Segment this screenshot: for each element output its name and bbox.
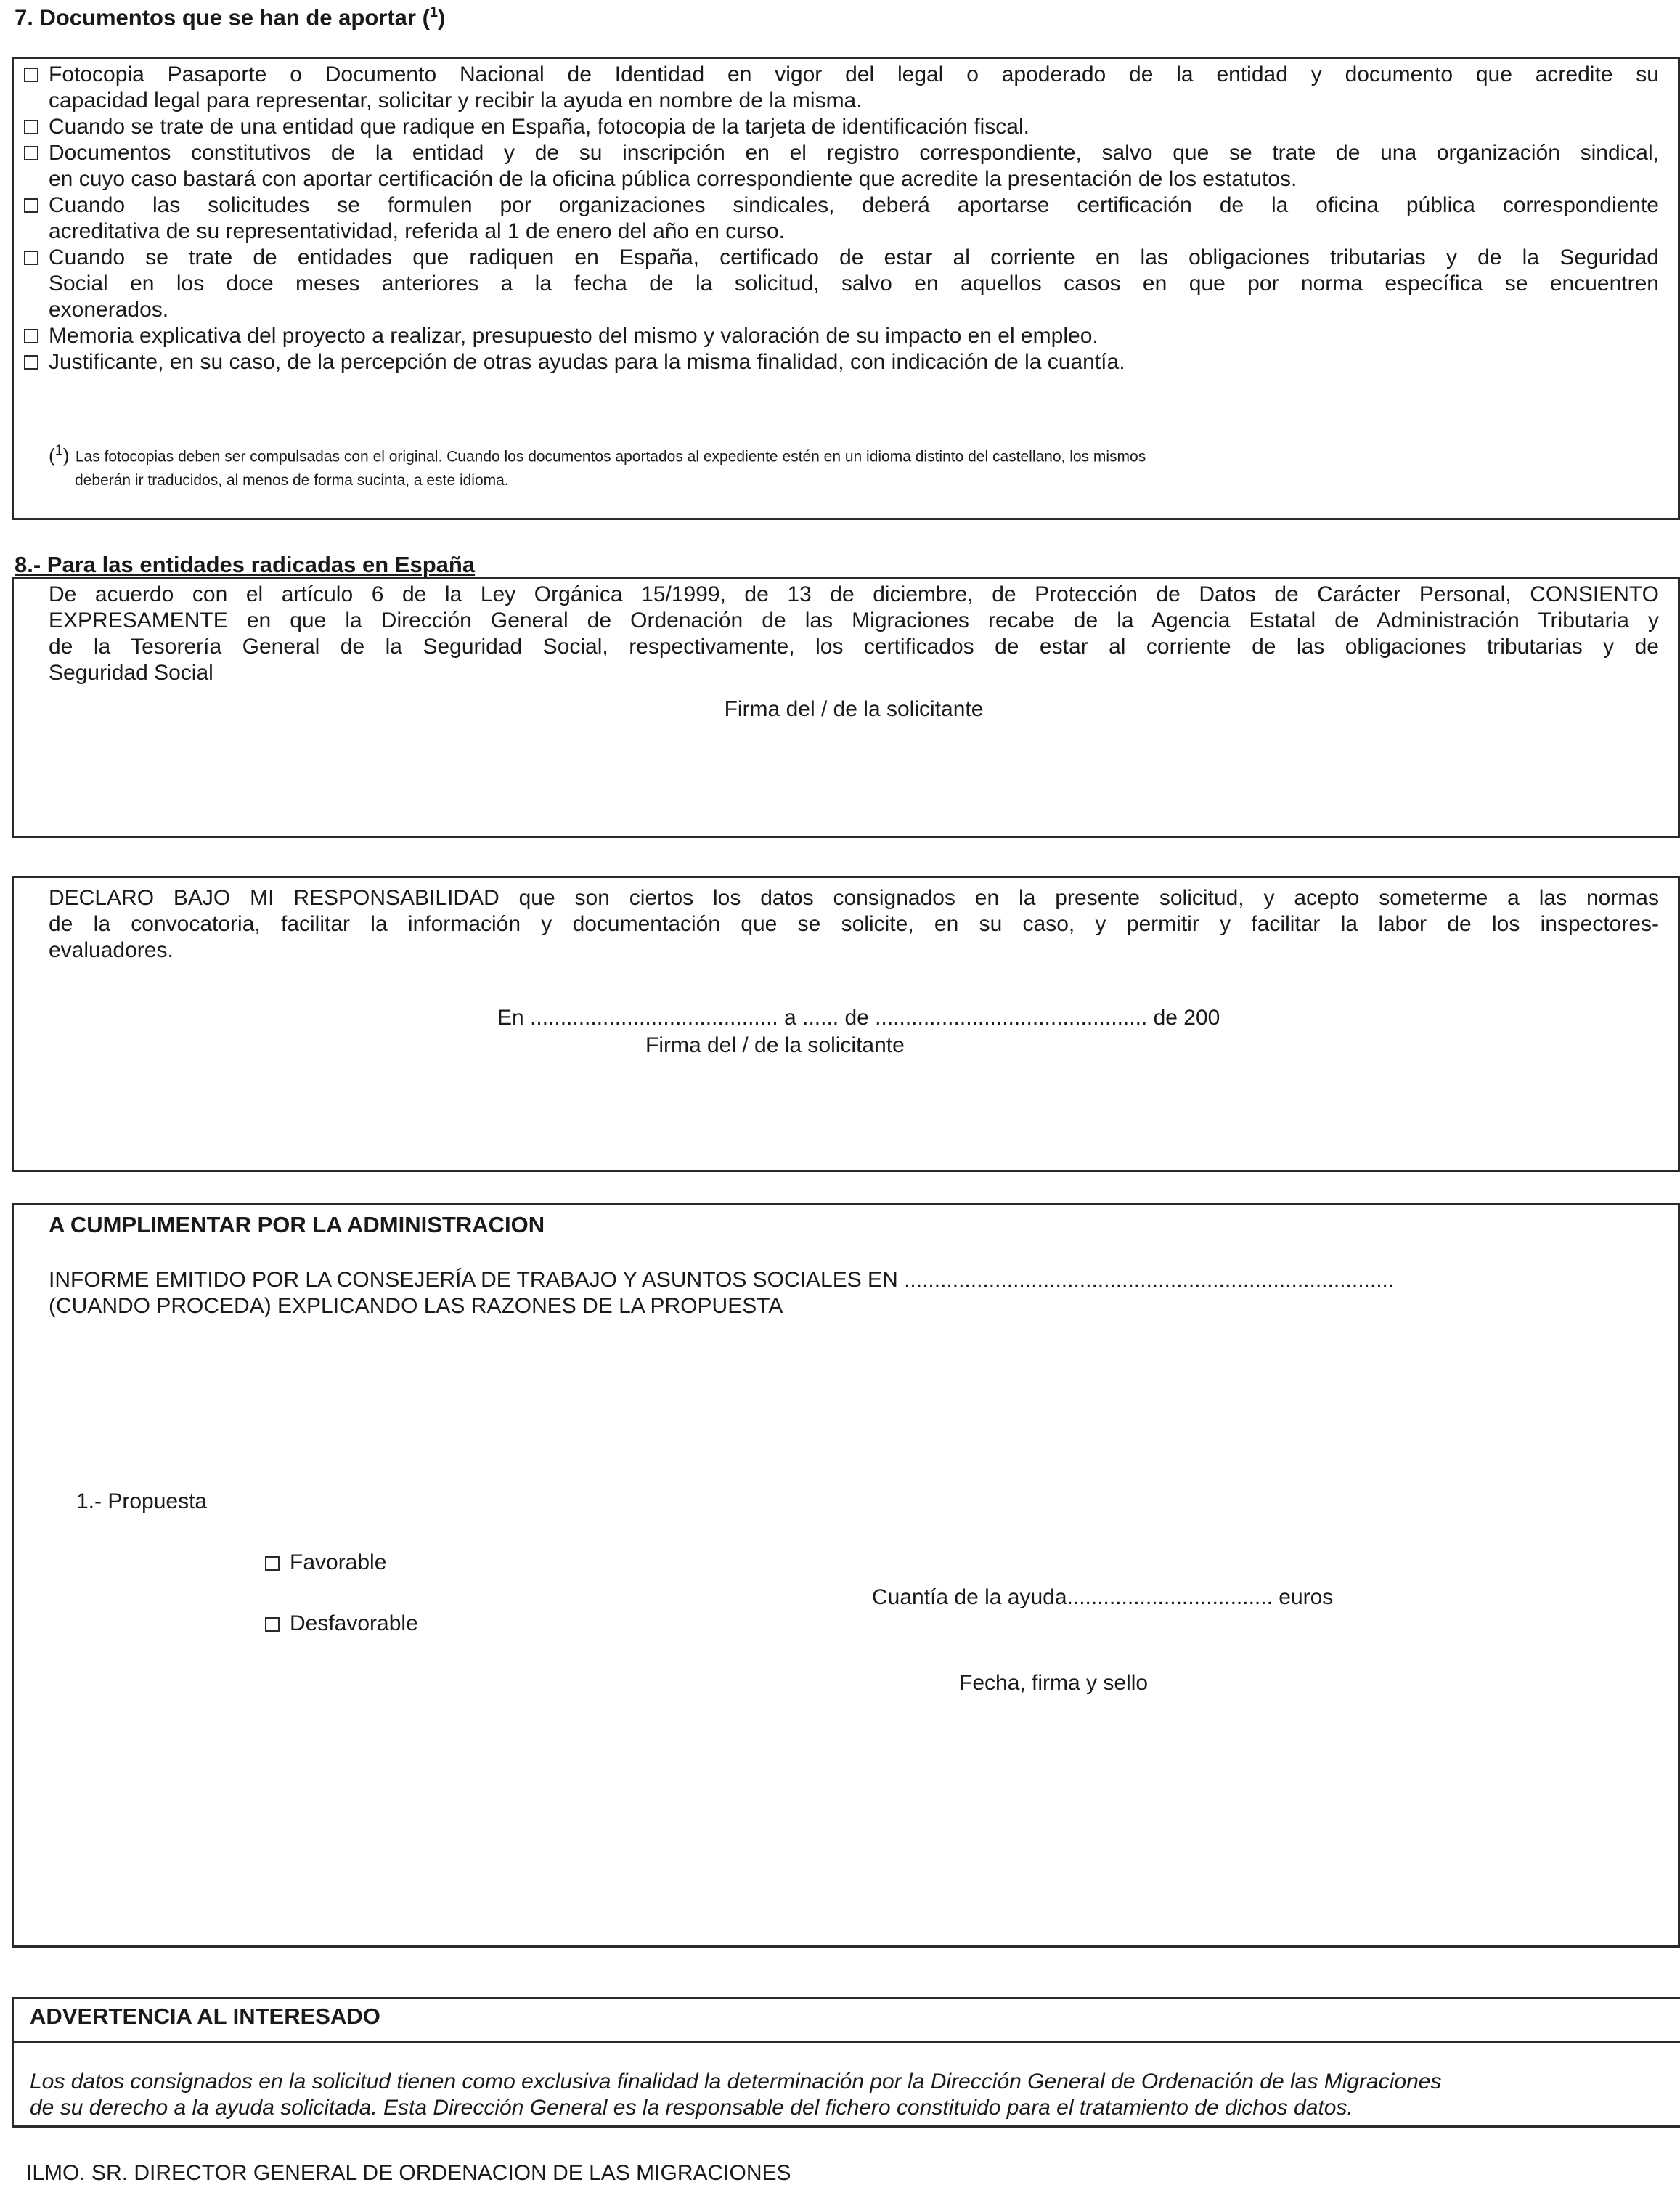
checkbox-icon[interactable] [265,1617,280,1632]
document-item[interactable] [49,62,1659,114]
warning-box [12,1997,1680,2128]
document-item-text: Social en los doce meses anteriores a la fecha de la solicitud, salvo en aquellos casos en que por norma específica se encuentren [49,272,1659,296]
section-8-box [12,577,1680,838]
declaration-line: de la convocatoria, facilitar la información y documentación que se solicite, en su caso, y permitir y facilitar la labor de los inspectores- [49,912,1659,936]
consent-line: EXPRESAMENTE en que la Dirección General de Ordenación de las Migraciones recabe de la Agencia Estatal de Administración Tributaria y [49,609,1659,632]
proposal-label: 1.- Propuesta [76,1489,208,1513]
declaration-line: evaluadores. [49,938,174,962]
unfavorable-option[interactable]: Desfavorable [265,1611,418,1636]
document-item-text: exonerados. [49,298,169,322]
admin-box [12,1203,1680,1948]
document-item-text: Cuando las solicitudes se formulen por organizaciones sindicales, deberá aportarse certificación de la oficina pública correspondiente [49,193,1659,217]
document-item-text: Fotocopia Pasaporte o Documento Nacional de Identidad en vigor del legal o apoderado de la entidad y documento que acredite su [49,62,1659,86]
document-item[interactable] [49,140,1659,192]
document-item[interactable] [49,323,1659,349]
checkbox-icon[interactable] [24,198,38,213]
document-item-text: Justificante, en su caso, de la percepción de otras ayudas para la misma finalidad, con indicación de la cuantía. [49,350,1125,374]
document-item[interactable] [49,245,1659,323]
checkbox-icon[interactable] [265,1556,280,1571]
signature-label: Firma del / de la solicitante [724,697,984,721]
document-item-text: en cuyo caso bastará con aportar certificación de la oficina pública correspondiente que acredite la presentación de los estatutos. [49,167,1297,191]
document-item-text: Documentos constitutivos de la entidad y de su inscripción en el registro correspondiente, salvo que se trate de una organización sindical, [49,141,1659,165]
documents-list [49,62,1659,375]
section-7-title: 7. Documentos que se han de aportar ($^1$) [15,4,446,30]
consent-line: de la Tesorería General de la Seguridad Social, respectivamente, los certificados de estar al corriente de las obligaciones tributarias y de [49,635,1659,659]
declaration-line: DECLARO BAJO MI RESPONSABILIDAD que son ciertos los datos consignados en la presente solicitud, y acepto someterme a las normas [49,886,1659,910]
report-line: (CUANDO PROCEDA) EXPLICANDO LAS RAZONES DE LA PROPUESTA [49,1294,783,1318]
section-7-box [12,57,1680,520]
consent-line: De acuerdo con el artículo 6 de la Ley Orgánica 15/1999, de 13 de diciembre, de Protección de Datos de Carácter Personal, CONSIENTO [49,582,1659,606]
checkbox-icon[interactable] [24,68,38,82]
warning-title: ADVERTENCIA AL INTERESADO [30,2003,380,2029]
document-item[interactable] [49,114,1659,140]
document-item-text: Cuando se trate de una entidad que radique en España, fotocopia de la tarjeta de identificación fiscal. [49,115,1029,139]
checkbox-icon[interactable] [24,251,38,265]
warning-text: Los datos consignados en la solicitud tienen como exclusiva finalidad la determinación por la Dirección General de Ordenación de las Migraciones [30,2070,1442,2094]
checkbox-icon[interactable] [24,355,38,370]
checkbox-icon[interactable] [24,146,38,160]
checkbox-icon[interactable] [24,329,38,343]
stamp-label: Fecha, firma y sello [959,1671,1149,1695]
addressee: ILMO. SR. DIRECTOR GENERAL DE ORDENACION DE LAS MIGRACIONES [26,2161,791,2185]
signature-label: Firma del / de la solicitante [645,1033,905,1057]
amount-field[interactable]: Cuantía de la ayuda.................................. euros [872,1585,1334,1609]
consent-line: Seguridad Social [49,661,213,685]
favorable-option[interactable]: Favorable [265,1550,386,1575]
warning-text: de su derecho a la ayuda solicitada. Esta Dirección General es la responsable del fichero constituido para el tratamiento de dichos datos. [30,2096,1353,2120]
checkbox-icon[interactable] [24,120,38,134]
report-line: INFORME EMITIDO POR LA CONSEJERÍA DE TRABAJO Y ASUNTOS SOCIALES EN ................................................................................. [49,1268,1395,1292]
admin-title: A CUMPLIMENTAR POR LA ADMINISTRACION [49,1212,545,1237]
place-date-field[interactable]: En ......................................... a ...... de ............................................. de 200 [497,1006,1220,1030]
document-item[interactable] [49,349,1659,375]
document-item[interactable] [49,192,1659,245]
declaration-box [12,876,1680,1172]
divider [14,2041,1680,2043]
document-item-text: capacidad legal para representar, solicitar y recibir la ayuda en nombre de la misma. [49,89,863,113]
document-item-text: Memoria explicativa del proyecto a realizar, presupuesto del mismo y valoración de su impacto en el empleo. [49,324,1098,348]
section-8-title: 8.- Para las entidades radicadas en España [15,552,476,577]
document-item-text: Cuando se trate de entidades que radiquen en España, certificado de estar al corriente en las obligaciones tributarias y de la Seguridad [49,245,1659,269]
document-item-text: acreditativa de su representatividad, referida al 1 de enero del año en curso. [49,219,785,243]
footnote: ($^1$) Las fotocopias deben ser compulsadas con el original. Cuando los documentos aportados al expediente estén en un idioma distinto del castellano, los mismos deberán ir traducidos, al menos de forma sucinta, a este idioma. [49,442,1146,489]
